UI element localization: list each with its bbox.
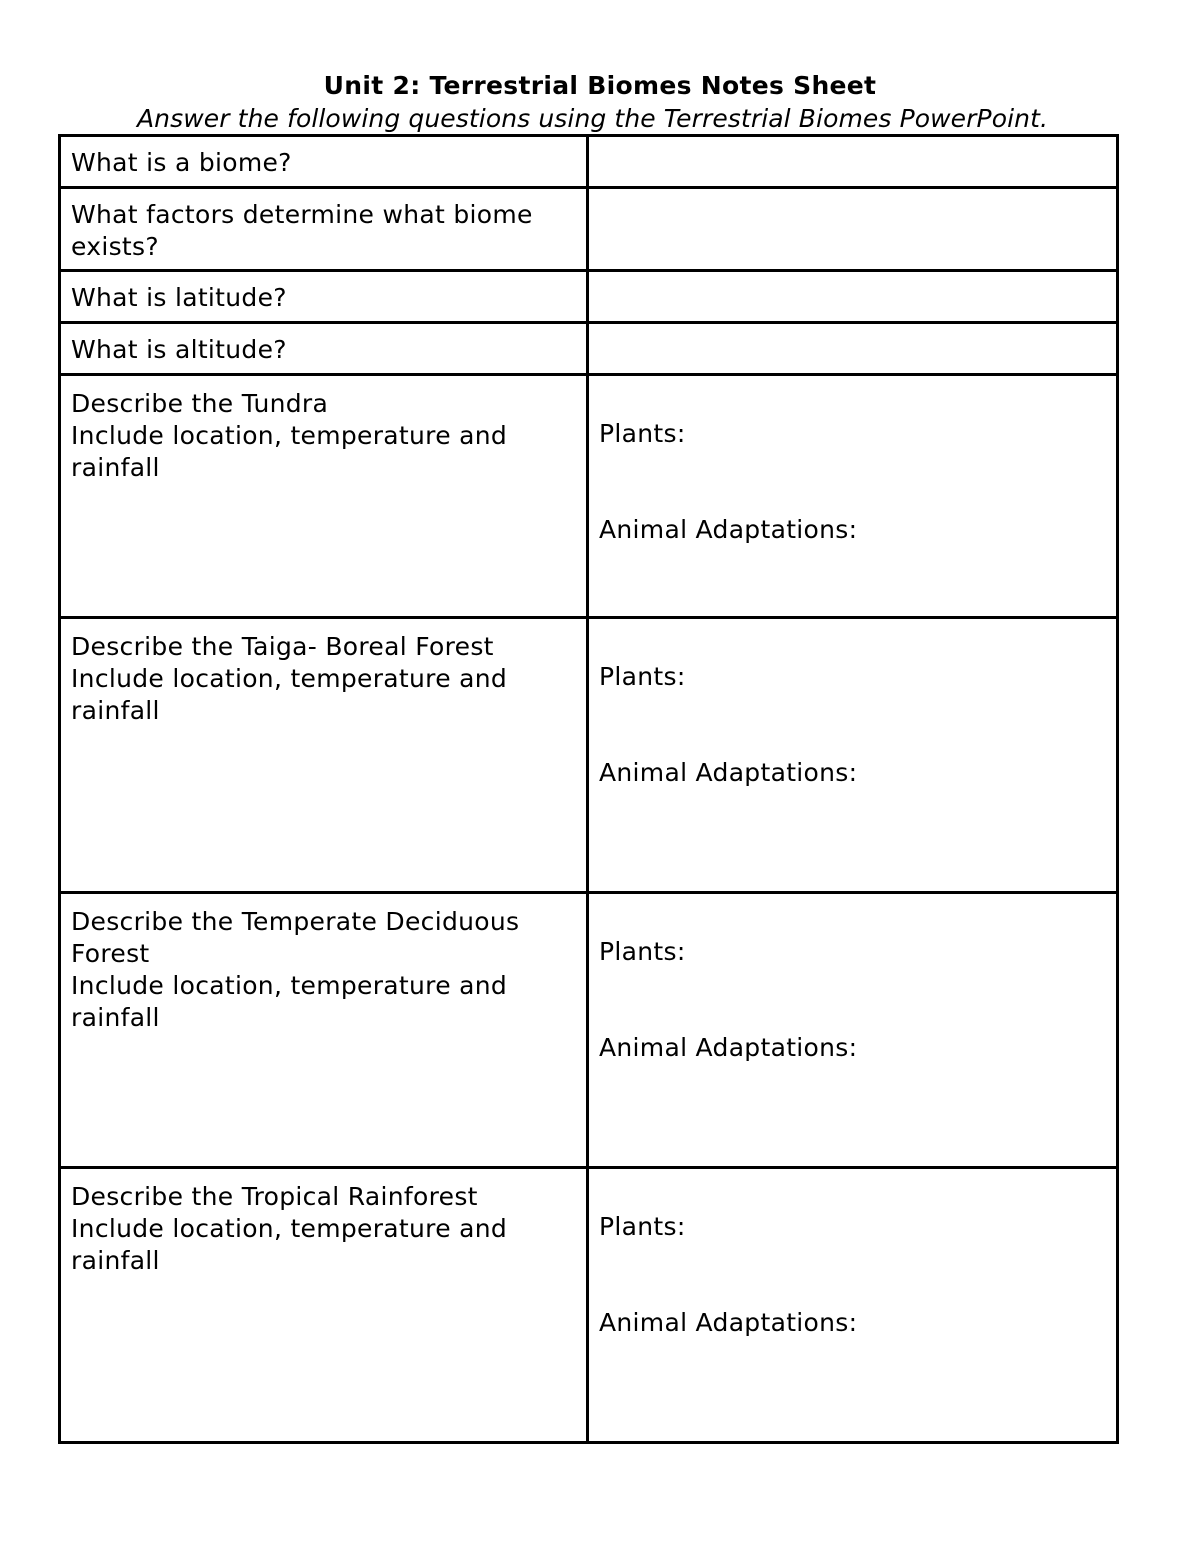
animal-adaptations-label: Animal Adaptations: bbox=[599, 1308, 858, 1337]
notes-table bbox=[58, 134, 1119, 1444]
question-text: What is latitude? bbox=[71, 283, 287, 312]
question-text: exists? bbox=[71, 232, 159, 261]
question-cell bbox=[60, 136, 588, 188]
page-title: Unit 2: Terrestrial Biomes Notes Sheet bbox=[323, 71, 877, 100]
table-row bbox=[60, 188, 1118, 271]
answer-cell[interactable] bbox=[588, 188, 1118, 271]
biome-answer-cell[interactable] bbox=[588, 618, 1118, 893]
question-cell bbox=[60, 188, 588, 271]
plants-label: Plants: bbox=[599, 937, 686, 966]
question-text: What is altitude? bbox=[71, 335, 287, 364]
biome-row-tropical-rainforest bbox=[60, 1168, 1118, 1443]
biome-prompt-text: rainfall bbox=[71, 696, 160, 725]
biome-prompt-text: rainfall bbox=[71, 1003, 160, 1032]
plants-label: Plants: bbox=[599, 419, 686, 448]
biome-prompt-cell bbox=[60, 1168, 588, 1443]
biome-answer-cell[interactable] bbox=[588, 1168, 1118, 1443]
question-text: What is a biome? bbox=[71, 148, 292, 177]
question-cell bbox=[60, 323, 588, 375]
answer-cell[interactable] bbox=[588, 136, 1118, 188]
biome-prompt-cell bbox=[60, 375, 588, 618]
biome-prompt-cell bbox=[60, 893, 588, 1168]
biome-prompt-text: Include location, temperature and bbox=[71, 664, 508, 693]
biome-prompt-text: Describe the Temperate Deciduous bbox=[71, 907, 520, 936]
biome-prompt-text: Include location, temperature and bbox=[71, 971, 508, 1000]
page-instructions: Answer the following questions using the Terrestrial Biomes PowerPoint. bbox=[136, 104, 1049, 133]
table-row bbox=[60, 323, 1118, 375]
biome-prompt-text: rainfall bbox=[71, 453, 160, 482]
animal-adaptations-label: Animal Adaptations: bbox=[599, 758, 858, 787]
biome-answer-cell[interactable] bbox=[588, 893, 1118, 1168]
answer-cell[interactable] bbox=[588, 271, 1118, 323]
plants-label: Plants: bbox=[599, 1212, 686, 1241]
answer-cell[interactable] bbox=[588, 323, 1118, 375]
biome-prompt-text: Include location, temperature and bbox=[71, 1214, 508, 1243]
biome-row-tundra bbox=[60, 375, 1118, 618]
biome-row-temperate-deciduous bbox=[60, 893, 1118, 1168]
biome-answer-cell[interactable] bbox=[588, 375, 1118, 618]
animal-adaptations-label: Animal Adaptations: bbox=[599, 1033, 858, 1062]
plants-label: Plants: bbox=[599, 662, 686, 691]
table-row bbox=[60, 136, 1118, 188]
table-row bbox=[60, 271, 1118, 323]
biome-prompt-text: Describe the Tropical Rainforest bbox=[71, 1182, 478, 1211]
question-cell bbox=[60, 271, 588, 323]
biome-row-taiga bbox=[60, 618, 1118, 893]
biome-prompt-text: rainfall bbox=[71, 1246, 160, 1275]
biome-prompt-text: Describe the Taiga- Boreal Forest bbox=[71, 632, 494, 661]
biome-prompt-text: Forest bbox=[71, 939, 150, 968]
animal-adaptations-label: Animal Adaptations: bbox=[599, 515, 858, 544]
biome-prompt-text: Describe the Tundra bbox=[71, 389, 329, 418]
biome-prompt-text: Include location, temperature and bbox=[71, 421, 508, 450]
question-text: What factors determine what biome bbox=[71, 200, 533, 229]
biome-prompt-cell bbox=[60, 618, 588, 893]
